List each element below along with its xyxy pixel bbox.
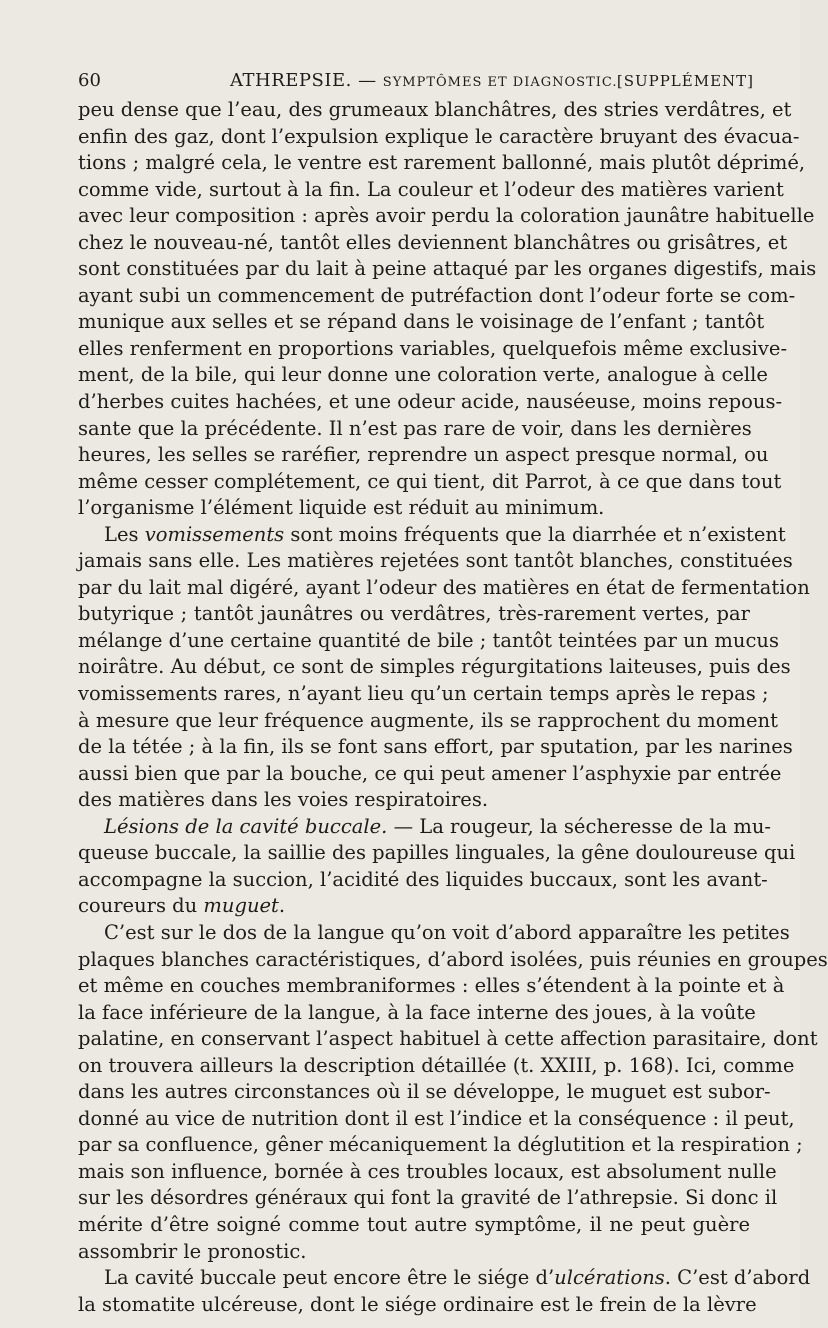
title-section: SYMPTÔMES ET DIAGNOSTIC. [382,75,618,90]
title-dash: — [358,70,377,91]
text-line: de la tétée ; à la fin, ils se font sans effort, par sputation, par les narines [78,735,793,759]
italic-term: ulcérations [554,1266,665,1290]
text-line: palatine, en conservant l’aspect habituel à cette affection parasitaire, dont [78,1027,818,1051]
title-main: ATHREPSIE. [230,70,352,91]
text-line: peu dense que l’eau, des grumeaux blanchâtres, des stries verdâtres, et [78,98,792,121]
text-line: accompagne la succion, l’acidité des liquides buccaux, sont les avant- [78,867,768,891]
text-line [78,893,750,920]
page-number: 60 [78,70,101,91]
text-line: et même en couches membraniformes : elles s’étendent à la pointe et à [78,974,785,998]
text-line: donné au vice de nutrition dont il est l’indice et la conséquence : il peut, [78,1106,795,1130]
text-line: comme vide, surtout à la fin. La couleur et l’odeur des matières varient [78,177,784,201]
text-run: — La rougeur, la sécheresse de la mu- [387,814,772,838]
text-line: mais son influence, bornée à ces troubles locaux, est absolument nulle [78,1159,777,1183]
text-line: la face inférieure de la langue, à la face interne des joues, à la voûte [78,1000,756,1024]
text-run: sont moins fréquents que la diarrhée et n’existent [284,522,786,546]
text-line: dans les autres circonstances où il se développe, le muguet est subor- [78,1080,771,1104]
text-line: chez le nouveau-né, tantôt elles deviennent blanchâtres ou grisâtres, et [78,230,788,254]
text-line: plaques blanches caractéristiques, d’abord isolées, puis réunies en groupes [78,947,828,971]
text-line: des matières dans les voies respiratoires. [78,788,489,812]
text-line: enfin des gaz, dont l’expulsion explique le caractère bruyant des évacua- [78,124,800,148]
text-line: jamais sans elle. Les matières rejetées sont tantôt blanches, constituées [78,549,793,573]
text-line: aussi bien que par la bouche, ce qui peut amener l’asphyxie par entrée [78,761,782,785]
text-run: coureurs du [78,894,204,918]
text-line: on trouvera ailleurs la description détaillée (t. XXIII, p. 168). Ici, comme [78,1053,795,1077]
text-line: mérite d’être soigné comme tout autre symptôme, il ne peut guère [78,1212,750,1236]
text-line: tions ; malgré cela, le ventre est rarement ballonné, mais plutôt déprimé, [78,151,806,175]
text-line [78,1265,811,1292]
text-line: sur les désordres généraux qui font la gravité de l’athrepsie. Si donc il [78,1186,778,1210]
text-line: elles renferment en proportions variables, quelquefois même exclusive- [78,336,788,360]
text-line: la stomatite ulcéreuse, dont le siége ordinaire est le frein de la lèvre [78,1292,757,1316]
italic-term: muguet [203,894,279,918]
text-line: par sa confluence, gêner mécaniquement la déglutition et la respiration ; [78,1133,803,1157]
text-line: ayant subi un commencement de putréfaction dont l’odeur forte se com- [78,283,796,307]
text-run: Les [104,522,145,546]
supplement-label: [SUPPLÉMENT] [616,72,754,90]
text-line [78,814,772,841]
text-line: ment, de la bile, qui leur donne une coloration verte, analogue à celle [78,363,768,387]
text-line: avec leur composition : après avoir perdu la coloration jaunâtre habituelle [78,204,815,228]
text-run: . C’est d’abord [664,1266,811,1290]
text-line: même cesser complétement, ce qui tient, dit Parrot, à ce que dans tout [78,469,782,493]
text-line: à mesure que leur fréquence augmente, ils se rapprochent du moment [78,708,778,732]
italic-term: vomissements [144,522,285,546]
running-title [230,66,618,98]
text-line: sont constituées par du lait à peine attaqué par les organes digestifs, mais [78,257,817,281]
italic-term: Lésions de la cavité buccale. [104,814,388,838]
text-run: La cavité buccale peut encore être le siége d’ [104,1266,555,1290]
text-line: heures, les selles se raréfier, reprendre un aspect presque normal, ou [78,443,769,467]
text-line: C’est sur le dos de la langue qu’on voit d’abord apparaître les petites [104,920,790,944]
running-header [78,66,754,96]
body-text [78,97,828,1318]
text-run: . [278,894,286,918]
text-line [78,522,786,549]
text-line: d’herbes cuites hachées, et une odeur acide, nauséeuse, moins repous- [78,390,783,414]
text-line: sante que la précédente. Il n’est pas rare de voir, dans les dernières [78,416,752,440]
text-line: mélange d’une certaine quantité de bile ; tantôt teintées par un mucus [78,628,779,652]
text-line: l’organisme l’élément liquide est réduit au minimum. [78,496,605,520]
text-line: vomissements rares, n’ayant lieu qu’un certain temps après le repas ; [78,682,769,706]
text-line: assombrir le pronostic. [78,1239,307,1263]
text-line: queuse buccale, la saillie des papilles linguales, la gêne douloureuse qui [78,841,796,865]
text-line: noirâtre. Au début, ce sont de simples régurgitations laiteuses, puis des [78,655,791,679]
text-line: par du lait mal digéré, ayant l’odeur des matières en état de fermentation [78,575,810,599]
text-line: butyrique ; tantôt jaunâtres ou verdâtres, très-rarement vertes, par [78,602,750,626]
text-line: munique aux selles et se répand dans le voisinage de l’enfant ; tantôt [78,310,765,334]
